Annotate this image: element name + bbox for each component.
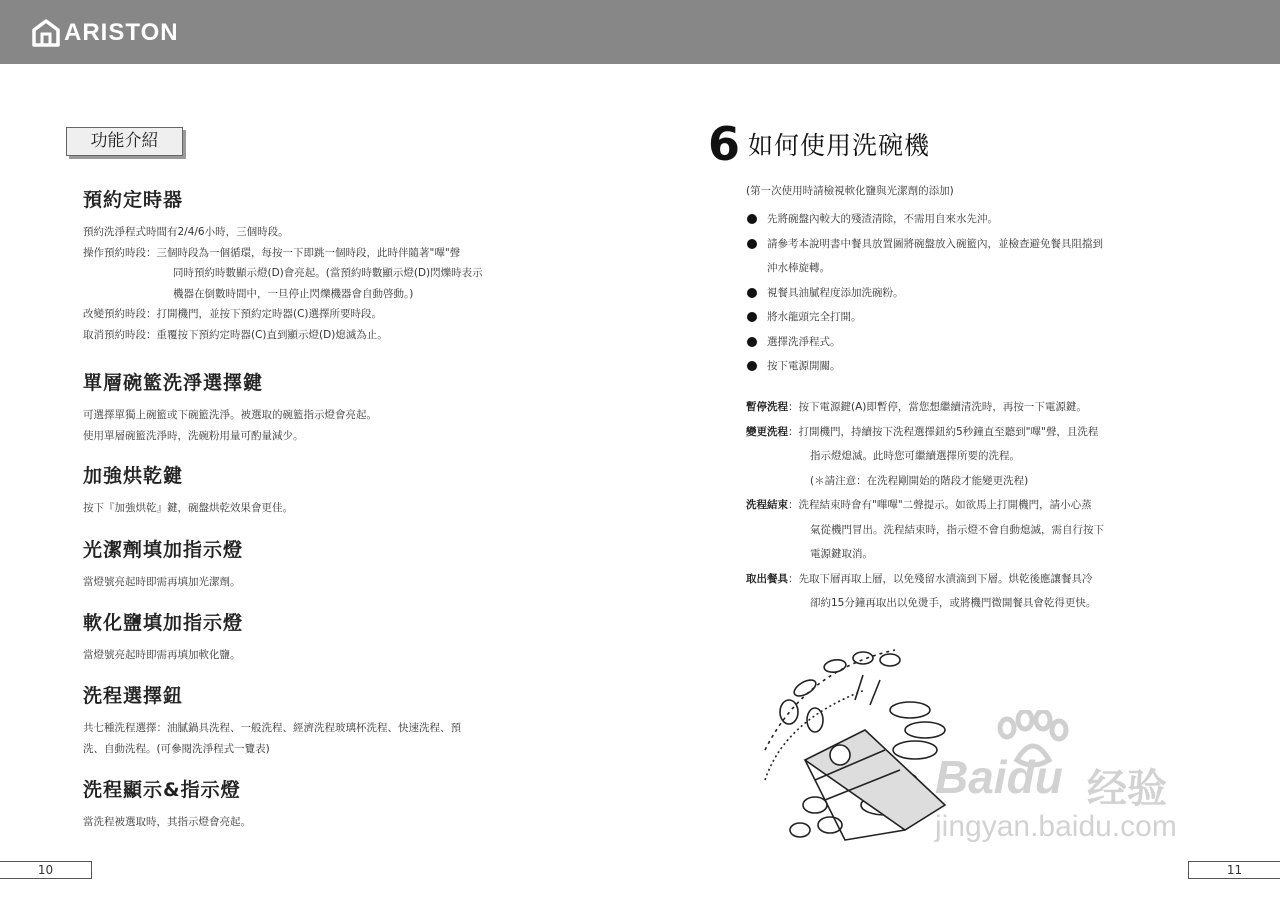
operation-text: 洗程結束：洗程結束時會有"嗶嗶"二聲提示。如欲馬上打開機門，請小心蒸	[746, 499, 1092, 511]
bullet-icon	[747, 239, 757, 249]
feature-text: 當燈號亮起時即需再填加軟化鹽。	[83, 649, 241, 661]
step-item	[746, 354, 1103, 379]
feature-text: 按下『加強烘乾』鍵，碗盤烘乾效果會更佳。	[83, 502, 293, 514]
operation-block	[746, 567, 1196, 616]
operation-block	[746, 493, 1196, 567]
operation-label: 暫停洗程	[746, 401, 788, 413]
section-label: 功能介紹	[66, 127, 183, 156]
bullet-icon	[747, 312, 757, 322]
feature-section	[83, 368, 563, 446]
feature-title: 單層碗籃洗淨選擇鍵	[83, 372, 264, 394]
page-number-left: 10	[0, 861, 92, 879]
chapter-title: 如何使用洗碗機	[748, 131, 931, 160]
step-text: 選擇洗淨程式。	[767, 335, 841, 348]
watermark-logo-text: Baidu	[935, 751, 1063, 803]
header-bar	[0, 0, 1280, 64]
feature-section	[83, 535, 563, 593]
chapter-number: 6	[708, 117, 741, 171]
step-item	[746, 232, 1103, 257]
feature-text: 機器在倒數時間中，一旦停止閃爍機器會自動啓動。)	[173, 287, 414, 300]
step-text: 將水龍頭完全打開。	[767, 311, 862, 323]
feature-text: 當燈號亮起時即需再填加光潔劑。	[83, 576, 241, 588]
feature-text: 使用單層碗籃洗淨時，洗碗粉用量可酌量減少。	[83, 429, 304, 442]
feature-text: 可選擇單獨上碗籃或下碗籃洗淨。被選取的碗籃指示燈會亮起。	[83, 409, 377, 421]
operation-text: (＊請注意：在洗程剛開始的階段才能變更洗程)	[810, 474, 1029, 487]
bullet-icon	[747, 337, 757, 347]
feature-text: 預約洗淨程式時間有2/4/6小時，三個時段。	[83, 226, 289, 238]
page-number-right: 11	[1188, 861, 1280, 879]
step-text: 視餐具油膩程度添加洗碗粉。	[767, 286, 904, 299]
operation-text: 變更洗程：打開機門，持續按下洗程選擇鈕約5秒鐘直至聽到"嗶"聲，且洗程	[746, 425, 1099, 438]
operation-label: 取出餐具	[746, 572, 788, 585]
bullet-icon	[747, 361, 757, 371]
operation-text: 電源鍵取消。	[810, 548, 873, 560]
operation-label: 洗程結束	[746, 499, 788, 511]
step-item	[746, 207, 1103, 232]
house-logo-icon	[32, 19, 60, 47]
feature-section	[83, 185, 563, 345]
feature-text: 操作預約時段：三個時段為一個循環，每按一下即跳一個時段，此時伴隨著"嗶"聲	[83, 246, 461, 259]
operation-list	[746, 395, 1196, 616]
feature-text: 取消預約時段：重覆按下預約定時器(C)直到顯示燈(D)熄滅為止。	[83, 328, 388, 341]
feature-text: 當洗程被選取時，其指示燈會亮起。	[83, 816, 251, 828]
feature-title: 光潔劑填加指示燈	[83, 539, 244, 561]
feature-text: 洗、自動洗程。(可參閱洗淨程式一覽表)	[83, 742, 270, 755]
step-item	[746, 330, 1103, 355]
feature-text: 共七種洗程選擇：油膩鍋具洗程、一般洗程、經濟洗程玻璃杯洗程、快速洗程、預	[83, 722, 461, 734]
feature-text: 同時預約時數顯示燈(D)會亮起。(當預約時數顯示燈(D)閃爍時表示	[173, 267, 483, 279]
watermark-cn: 经验	[1087, 766, 1167, 812]
bullet-icon	[747, 288, 757, 298]
ariston-logo	[32, 17, 179, 49]
operation-text: 氣從機門冒出。洗程結束時，指示燈不會自動熄滅，需自行按下	[810, 523, 1104, 536]
feature-section	[83, 775, 563, 833]
bullet-icon	[747, 214, 757, 224]
brand-name: ARISTON	[64, 19, 179, 46]
feature-text: 改變預約時段：打開機門，並按下預約定時器(C)選擇所要時段。	[83, 308, 383, 320]
feature-section	[83, 608, 563, 666]
feature-title: 軟化鹽填加指示燈	[83, 612, 244, 634]
step-continuation: 沖水棒旋轉。	[767, 262, 830, 274]
feature-section	[83, 461, 563, 519]
operation-block	[746, 420, 1196, 494]
operation-text: 暫停洗程：按下電源鍵(A)即暫停，當您想繼續清洗時，再按一下電源鍵。	[746, 401, 1087, 413]
feature-title: 洗程顯示&指示燈	[83, 779, 241, 801]
intro-note: (第一次使用時請檢視軟化鹽與光潔劑的添加)	[746, 185, 954, 197]
step-text: 先將碗盤內較大的殘渣清除，不需用自來水先沖。	[767, 213, 998, 225]
operation-text: 卻約15分鐘再取出以免燙手，或將機門微開餐具會乾得更快。	[810, 597, 1097, 609]
step-item	[746, 305, 1103, 330]
step-text: 請參考本說明書中餐具放置圖將碗盤放入碗籃內，並檢查避免餐具阻擋到	[767, 237, 1103, 250]
feature-title: 加強烘乾鍵	[83, 465, 184, 487]
step-list	[746, 207, 1103, 379]
operation-label: 變更洗程	[746, 425, 788, 438]
step-item	[746, 281, 1103, 306]
step-text: 按下電源開關。	[767, 360, 841, 372]
operation-block	[746, 395, 1196, 420]
feature-section	[83, 681, 563, 759]
operation-text: 取出餐具：先取下層再取上層，以免殘留水漬滴到下層。烘乾後應讓餐具冷	[746, 572, 1093, 585]
feature-title: 預約定時器	[83, 189, 184, 211]
feature-title: 洗程選擇鈕	[83, 685, 184, 707]
watermark-url: jingyan.baidu.com	[935, 810, 1177, 843]
operation-text: 指示燈熄滅。此時您可繼續選擇所要的洗程。	[810, 450, 1020, 462]
chapter-heading	[708, 117, 931, 171]
